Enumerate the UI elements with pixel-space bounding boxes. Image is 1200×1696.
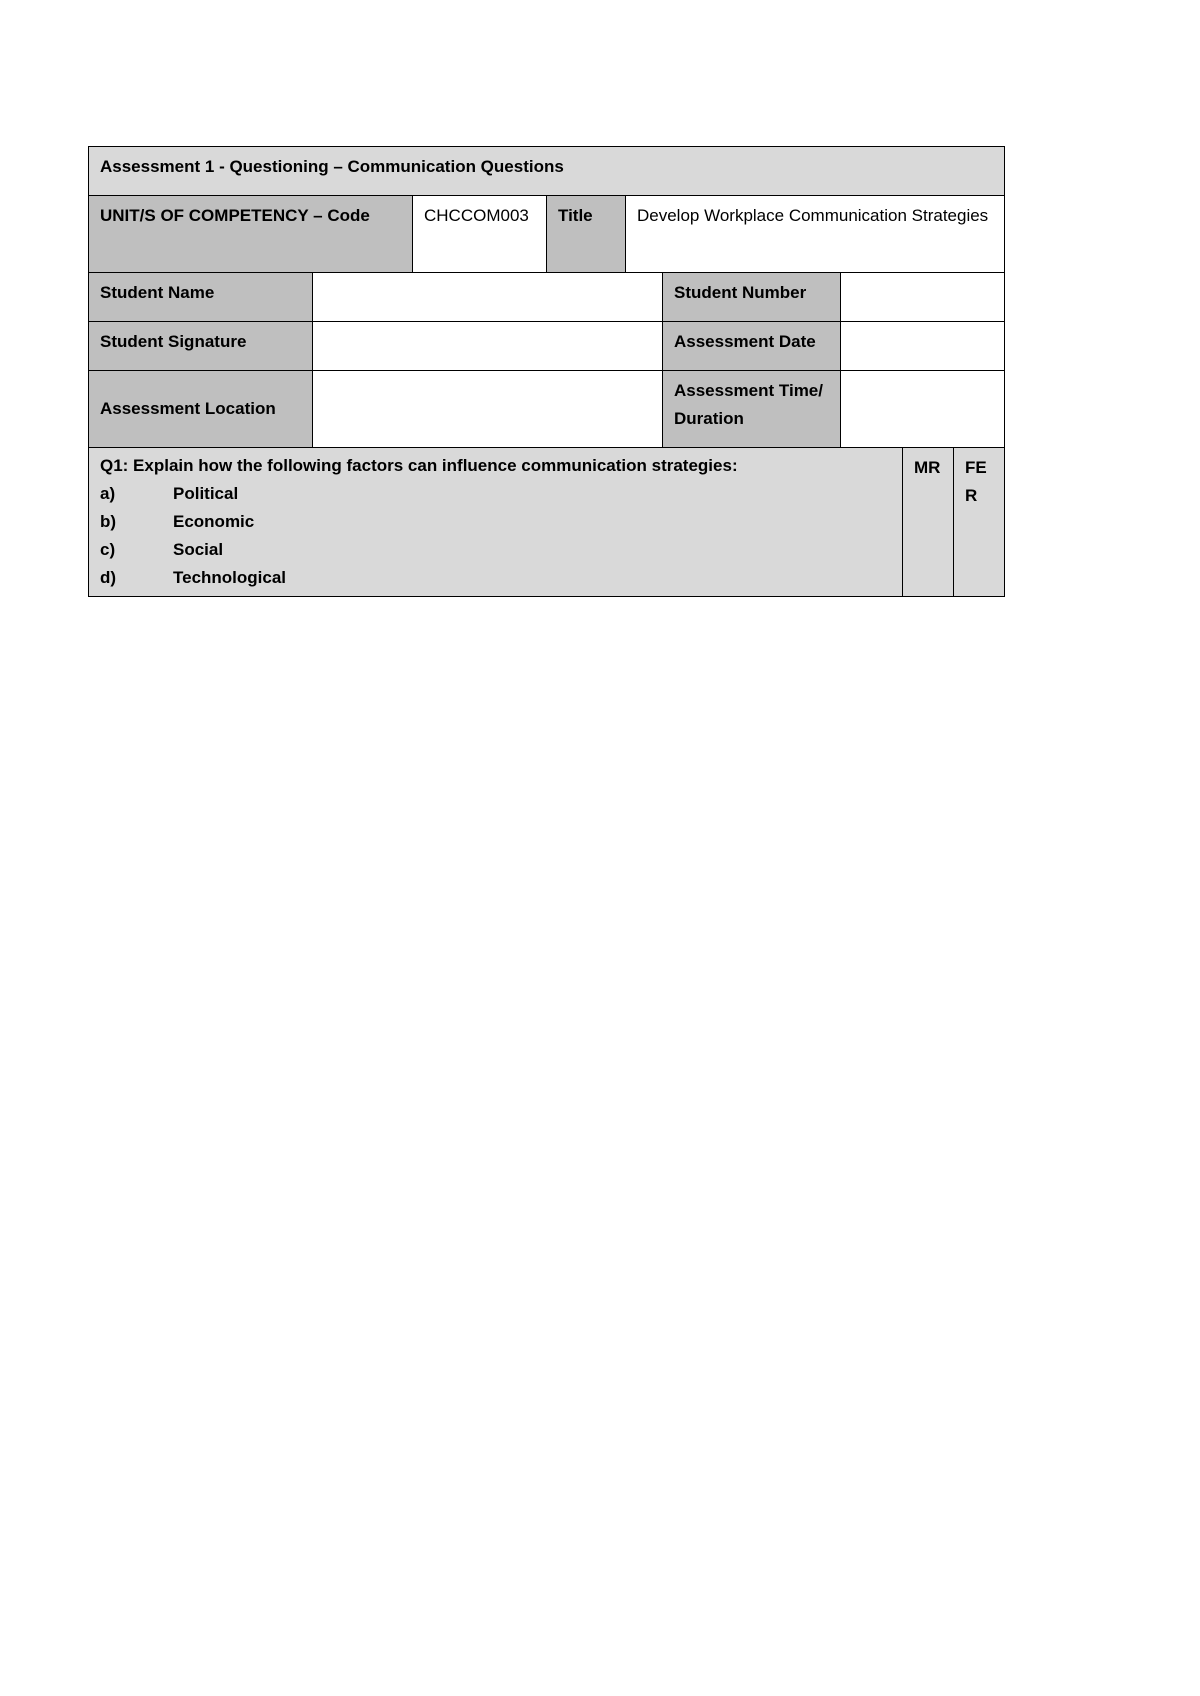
assessment-time-label: Assessment Time/ Duration [663,371,841,448]
unit-code-value: CHCCOM003 [413,196,547,273]
list-item-label: Political [173,484,239,503]
fer-column-header: FER [954,448,1005,597]
assessment-location-label: Assessment Location [89,371,313,448]
assessment-date-field[interactable] [841,322,1005,371]
list-item-letter: a) [100,484,116,503]
question-cell [89,448,903,597]
factor-list [100,480,891,592]
list-item [100,536,891,564]
list-item [100,564,891,592]
list-item-letter: d) [100,568,117,587]
student-number-label: Student Number [663,273,841,322]
list-item-label: Technological [173,568,287,587]
mr-column-header: MR [903,448,954,597]
student-signature-label: Student Signature [89,322,313,371]
student-number-field[interactable] [841,273,1005,322]
assessment-header: Assessment 1 - Questioning – Communication Questions [89,147,1005,196]
list-item-label: Economic [173,512,255,531]
assessment-date-label: Assessment Date [663,322,841,371]
title-label: Title [547,196,626,273]
question-text: Q1: Explain how the following factors can influence communication strategies: [100,456,738,475]
list-item [100,480,891,508]
assessment-time-field[interactable] [841,371,1005,448]
list-item-label: Social [173,540,224,559]
list-item-letter: b) [100,512,117,531]
unit-code-label: UNIT/S OF COMPETENCY – Code [89,196,413,273]
assessment-cover-table [88,146,1005,597]
student-name-label: Student Name [89,273,313,322]
list-item-letter: c) [100,540,116,559]
student-name-field[interactable] [313,273,663,322]
unit-title-value: Develop Workplace Communication Strategies [626,196,1005,273]
assessment-location-field[interactable] [313,371,663,448]
list-item [100,508,891,536]
student-signature-field[interactable] [313,322,663,371]
